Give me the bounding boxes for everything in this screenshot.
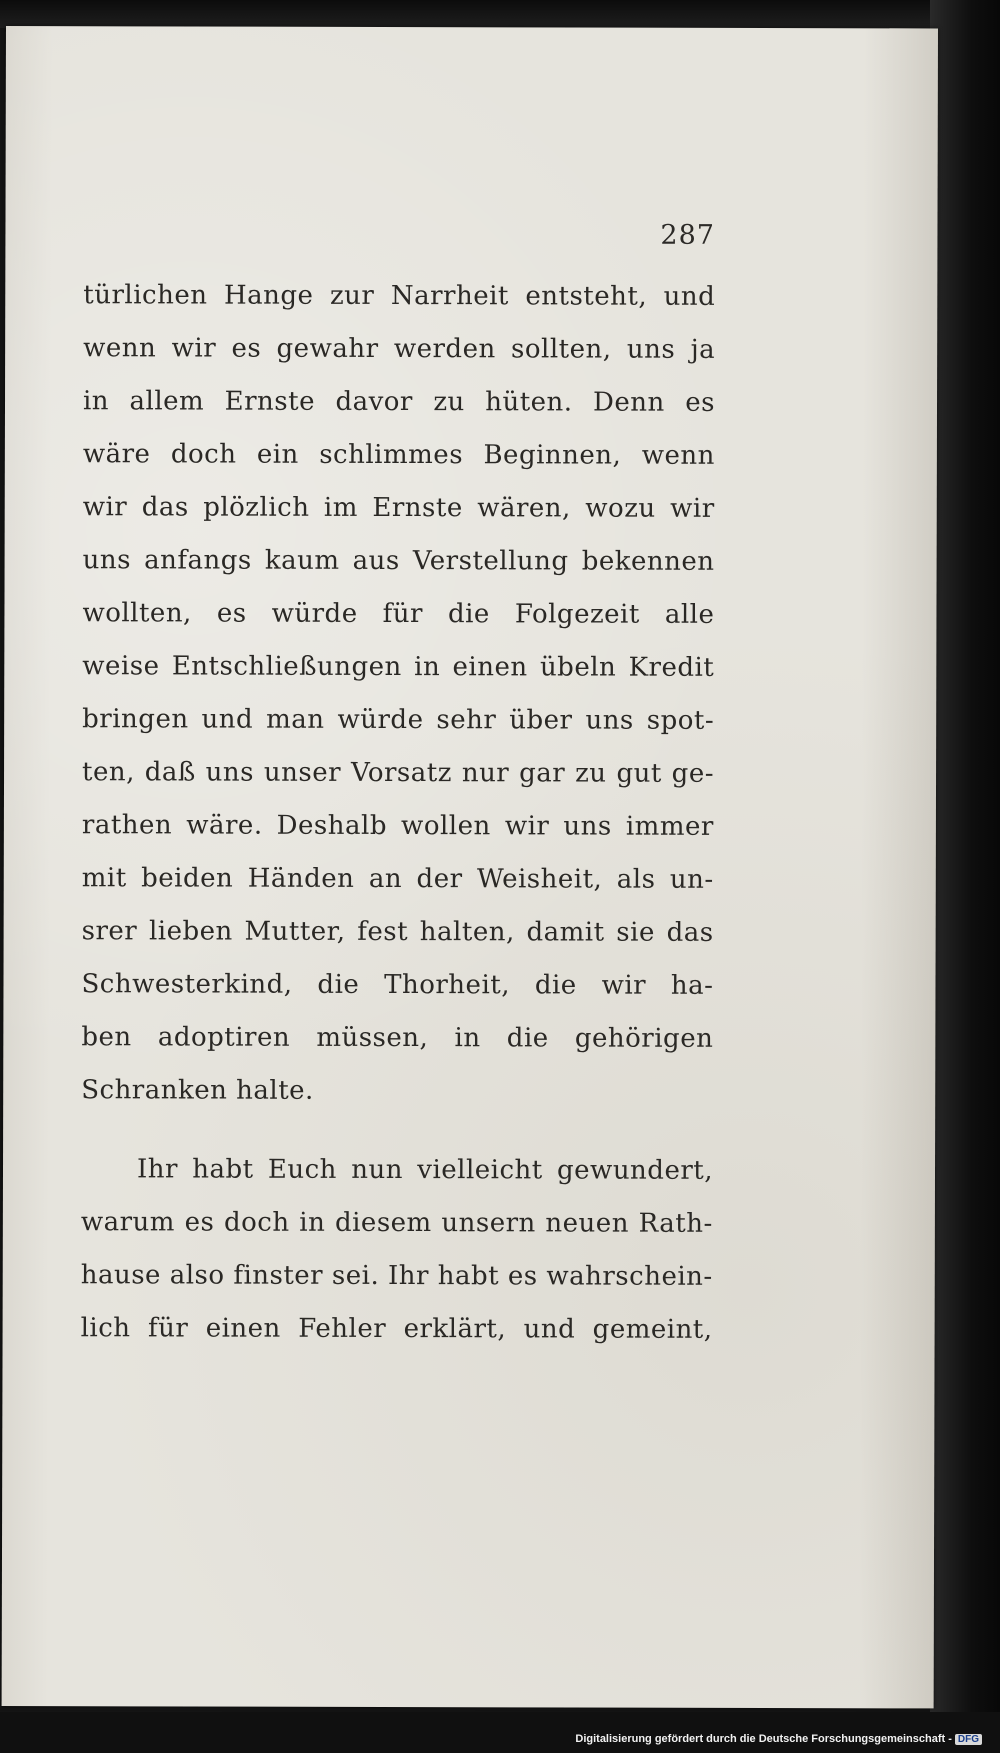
- word: plözlich: [203, 492, 310, 523]
- word: Ihr: [387, 1261, 430, 1292]
- word: wozu: [585, 493, 656, 524]
- paragraph-break: [81, 1117, 713, 1145]
- word: der: [416, 864, 463, 895]
- word: im: [323, 492, 358, 523]
- word: damit: [526, 917, 605, 948]
- word: es: [216, 598, 247, 629]
- word: wir: [504, 811, 550, 842]
- scan-top-edge: [0, 0, 1000, 28]
- word: lich: [80, 1313, 131, 1344]
- word: gut: [616, 758, 662, 789]
- word: sollten,: [511, 334, 612, 365]
- text-line: [81, 1143, 713, 1198]
- word: es: [184, 1207, 215, 1238]
- word: in: [299, 1207, 326, 1238]
- word: immer: [625, 811, 714, 842]
- word: in: [414, 652, 441, 683]
- word: wären,: [477, 493, 571, 524]
- word: wäre: [82, 439, 151, 470]
- word: habt: [192, 1154, 254, 1185]
- word: rathen: [81, 810, 173, 841]
- word: Ernste: [372, 492, 463, 524]
- word: Weisheit,: [476, 864, 603, 895]
- word: Händen: [247, 863, 355, 894]
- word: ben: [81, 1022, 132, 1053]
- word: wäre.: [186, 810, 263, 841]
- word: un-: [669, 864, 714, 895]
- word: Hange: [223, 280, 314, 311]
- word: nur: [461, 758, 510, 789]
- word: Ihr: [136, 1154, 178, 1185]
- word: schlimmes: [319, 439, 464, 471]
- word: Beginnen,: [483, 440, 622, 471]
- word: adoptiren: [157, 1022, 291, 1053]
- word: in: [454, 1023, 481, 1054]
- word: sie: [616, 917, 655, 948]
- word: wir: [670, 493, 715, 524]
- word: in: [82, 386, 110, 417]
- page-number: 287: [660, 219, 716, 251]
- word: zur: [329, 280, 375, 311]
- word: einen: [205, 1313, 281, 1344]
- credit-text: Digitalisierung gefördert durch die Deutsche Forschungsgemeinschaft -: [575, 1733, 952, 1745]
- word: das: [141, 492, 189, 523]
- word: es: [231, 333, 262, 364]
- word: lieben: [148, 916, 233, 947]
- text-line: [82, 693, 714, 748]
- word: uns: [82, 545, 131, 576]
- word: sei.: [331, 1260, 380, 1291]
- word: Schwesterkind,: [81, 969, 293, 1000]
- word: spot-: [646, 705, 715, 736]
- word: Thorheit,: [384, 969, 511, 1001]
- text-line: [83, 534, 715, 589]
- text-line: [83, 269, 715, 324]
- text-line: [81, 1302, 713, 1357]
- word: unser: [263, 757, 342, 788]
- word: entsteht,: [525, 281, 648, 312]
- word: als: [616, 864, 656, 895]
- word: fest: [357, 916, 409, 948]
- text-line: [82, 587, 714, 642]
- word: türlichen: [83, 280, 208, 311]
- word: ten,: [82, 757, 135, 788]
- book-spine-edge: [930, 0, 1000, 1753]
- word: hause: [80, 1260, 162, 1291]
- word: wollen: [401, 811, 491, 842]
- word: Vorsatz: [350, 757, 452, 789]
- word: einen: [452, 652, 528, 683]
- word: und: [201, 704, 254, 735]
- word: Fehler: [298, 1313, 387, 1344]
- word: wir: [82, 492, 128, 523]
- dfg-logo: DFG: [955, 1734, 982, 1745]
- text-line: [81, 1249, 713, 1304]
- word: also: [169, 1260, 225, 1291]
- word: alle: [664, 599, 715, 630]
- word: wenn: [83, 333, 157, 364]
- word: ein: [256, 439, 299, 470]
- word: Narrheit: [390, 281, 509, 312]
- word: für: [382, 598, 423, 630]
- word: gehörigen: [574, 1023, 714, 1054]
- text-line: [83, 322, 715, 377]
- word: gemeint,: [592, 1314, 713, 1345]
- word: aus: [352, 545, 400, 577]
- word: srer: [81, 916, 138, 947]
- word: diesem: [334, 1207, 432, 1239]
- word: davor: [335, 386, 413, 418]
- word: wollten,: [82, 598, 192, 629]
- word: würde: [337, 704, 424, 736]
- word: Folgezeit: [514, 599, 640, 630]
- word: zu: [433, 387, 465, 418]
- text-line: [83, 481, 715, 536]
- word: anfangs: [144, 545, 252, 576]
- word: Denn: [593, 387, 665, 418]
- word: beiden: [141, 863, 234, 894]
- word: erklärt,: [403, 1314, 507, 1345]
- word: Euch: [267, 1154, 337, 1185]
- word: sehr: [436, 705, 497, 736]
- text-line: [82, 852, 714, 907]
- text-line: [83, 428, 715, 483]
- word: habt: [437, 1261, 500, 1292]
- word: und: [523, 1314, 576, 1345]
- word: wenn: [641, 440, 715, 471]
- word: zu: [575, 758, 607, 789]
- word: hüten.: [485, 387, 573, 418]
- word: an: [368, 863, 403, 895]
- word: die: [534, 970, 577, 1001]
- digitization-credit: [575, 1733, 982, 1745]
- text-line: [83, 375, 715, 430]
- text-line: [82, 799, 714, 854]
- word: es: [507, 1261, 538, 1292]
- word: neuen: [545, 1208, 629, 1239]
- word: Kredit: [628, 652, 715, 683]
- text-line: [82, 746, 714, 801]
- word: Verstellung: [412, 546, 569, 577]
- word: gewahr: [276, 333, 379, 364]
- word: daß: [144, 757, 196, 788]
- text-line: Schranken halte.: [81, 1075, 314, 1106]
- book-page: [2, 26, 938, 1708]
- word: ja: [690, 334, 716, 365]
- text-line: [82, 905, 714, 960]
- word: bekennen: [581, 546, 715, 577]
- word: doch: [223, 1207, 290, 1238]
- word: übeln: [539, 652, 617, 683]
- word: gewundert,: [557, 1155, 714, 1186]
- word: Deshalb: [276, 810, 388, 842]
- text-line: [81, 1011, 713, 1066]
- text-line: [82, 640, 714, 695]
- text-line: [81, 958, 713, 1013]
- word: die: [447, 599, 490, 630]
- word: ge-: [671, 758, 715, 789]
- word: gar: [519, 758, 566, 789]
- word: würde: [271, 598, 358, 629]
- word: finster: [233, 1260, 324, 1291]
- word: Mutter,: [244, 916, 346, 947]
- word: es: [685, 387, 716, 418]
- word: das: [666, 917, 714, 948]
- text-line: [81, 1196, 713, 1251]
- word: uns: [205, 757, 255, 788]
- word: ha-: [670, 970, 714, 1001]
- word: halten,: [419, 917, 515, 948]
- word: kaum: [264, 545, 340, 576]
- word: wahrschein-: [546, 1261, 713, 1292]
- word: uns: [563, 811, 612, 842]
- word: weise: [82, 651, 160, 682]
- word: müssen,: [316, 1022, 429, 1054]
- word: unsern: [441, 1208, 536, 1239]
- word: allem: [129, 386, 205, 417]
- word: über: [509, 705, 573, 736]
- word: wir: [601, 970, 647, 1001]
- word: warum: [80, 1207, 176, 1238]
- word: die: [506, 1023, 549, 1054]
- word: Entschließungen: [171, 651, 402, 683]
- word: uns: [585, 705, 634, 736]
- word: doch: [170, 439, 237, 470]
- word: vielleicht: [417, 1155, 543, 1186]
- word: werden: [393, 334, 496, 365]
- word: man: [266, 704, 325, 735]
- word: und: [663, 281, 716, 312]
- word: Rath-: [638, 1208, 713, 1239]
- word: wir: [171, 333, 217, 364]
- word: die: [317, 969, 360, 1000]
- word: nun: [351, 1154, 404, 1186]
- body-text: [81, 269, 716, 1357]
- word: für: [147, 1313, 189, 1344]
- word: bringen: [82, 704, 189, 735]
- word: Ernste: [224, 386, 316, 417]
- word: uns: [626, 334, 676, 365]
- word: mit: [81, 863, 127, 894]
